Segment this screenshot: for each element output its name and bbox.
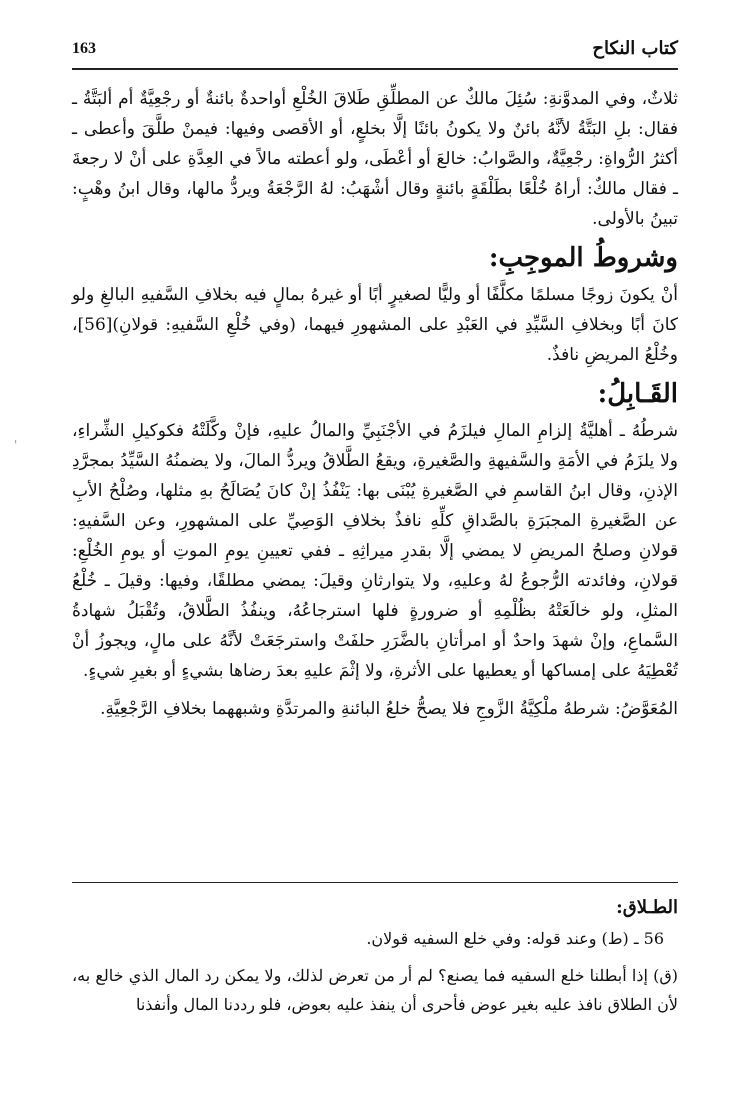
paragraph-mujib-conditions: أنْ يكونَ زوجًا مسلمًا مكلَّفًا أو وليًّا لصغيرٍ أبًا أو غيرهُ بمالٍ فيه بخلافِ السَّفيهِ البالغِ ولو كانَ أبًا وبخلافِ السَّيِّدِ في العَبْدِ على المشهورِ فيهما، (وفي خُلْعِ السَّفيهِ: قولانِ)[56]، وخُلْعُ المريضِ نافذٌ.: [72, 285, 678, 365]
section-heading-qabil: القَـابِلُ:: [597, 379, 678, 409]
footnote-heading: الطـلاق:: [616, 897, 678, 918]
running-title: كتاب النكاح: [592, 38, 678, 59]
paragraph-khul-types: ثلاثٌ، وفي المدوَّنةِ: سُئِلَ مالكٌ عن المطلِّقِ طَلاقَ الخُلْعِ أواحدةٌ بائنةٌ أو رجْعِيَّةٌ أم ألبَتَّةُ ـ فقال: بلِ البَتَّةُ لأنَّهُ بائنٌ ولا يكونُ بائنًا إلَّا بخلعٍ، أو الأقصى وفيها: فيمنْ طلَّقَ وأعطى ـ أكثرُ الرُّواةِ: رجْعِيَّةٌ، والصَّوابُ: خالعَ أو أعْطَى، ولو أعطته مالاً في العِدَّةِ على أنْ لا رجعةَ ـ فقال مالكٌ: أراهُ خُلْعًا بطَلْقَةٍ بائنةٍ وقال أشْهَبُ: لهُ الرَّجْعَةُ ويردُّ مالها، وقال ابنُ وهْبٍ: تبينُ بالأولى.: [72, 89, 678, 229]
section-heading-mujib: وشروطُ الموجِبِ:: [488, 243, 678, 273]
paragraph-muawwad: المُعَوَّضُ: شرطهُ ملْكِيَّةُ الزَّوجِ فلا يصحُّ خلعُ البائنةِ والمرتدَّةِ وشبههما بخلافِ الرَّجْعِيَّةِ.: [100, 699, 678, 719]
page-number: 163: [72, 40, 96, 57]
footnotes-section: [72, 882, 678, 1019]
footnote-56: 56 ـ (ط) وعند قوله: وفي خلع السفيه قولان.: [366, 929, 664, 948]
page-header: [72, 28, 678, 70]
footnote-divider: [72, 882, 678, 883]
paragraph-qabil-conditions: شرطُهُ ـ أهليَّةُ إلزامِ المالِ فيلزَمُ في الأجْنَبِيِّ والمالُ عليهِ، فإنْ وكَّلَتْهُ فكوكيلِ الشِّراءِ، ولا يلزَمُ في الأمَةِ والسَّفيهةِ والصَّغيرةِ، ويقعُ الطَّلاقُ ويردُّ المالَ، ولا يضمنُهُ السَّيِّدُ بمجرَّدِ الإذنِ، وقال ابنُ القاسمِ في الصَّغيرةِ يُبْنَى بها: يَنْفُذُ إنْ كانَ يُصَالَحُ بهِ مثلها، وصُلْحُ الأبِ عن الصَّغيرةِ المجبَرَةِ بالصَّداقِ كلِّهِ نافذٌ بخلافِ الوَصِيِّ على المشهورِ، وعن السَّفيهِ: قولانِ وصلحُ المريضِ لا يمضي إلَّا بقدرِ ميراثِهِ ـ ففي تعيينِ يومِ الموتِ أو يومِ الخُلْعِ: قولانِ، وفائدته الرُّجوعُ لهُ وعليهِ، ولا يتوارثانِ وقيلَ: يمضي مطلقًا، وفيها: وقيلَ ـ خُلْعُ المثلِ، ولو خالَعَتْهُ بظُلْمِهِ أو ضرورةٍ فلها استرجاعُهُ، وينفُذُ الطَّلاقُ، وتُقْبَلُ شهادةُ السَّماعِ، وإنْ شهدَ واحدٌ أو امرأتانِ بالضَّرَرِ حلفَتْ واسترجَعَتْ لأنَّهُ على مالٍ، ويجوزُ أنْ تُعْطِيَهُ على إمساكها أو يعطيها على الأثرةِ، ولا إثْمَ عليهِ بعدَ رضاها بشيءٍ أو بغيرِ شيءٍ.: [72, 421, 678, 681]
margin-mark: ': [14, 438, 18, 452]
footnote-commentary: (ق) إذا أبطلنا خلع السفيه فما يصنع؟ لم أر من تعرض لذلك، ولا يمكن رد المال الذي خالع به، لأن الطلاق نافذ عليه بغير عوض فأحرى أن ينفذ عليه بعوض، فلو رددنا المال وأنفذنا: [72, 966, 678, 1014]
main-text: [72, 84, 678, 728]
